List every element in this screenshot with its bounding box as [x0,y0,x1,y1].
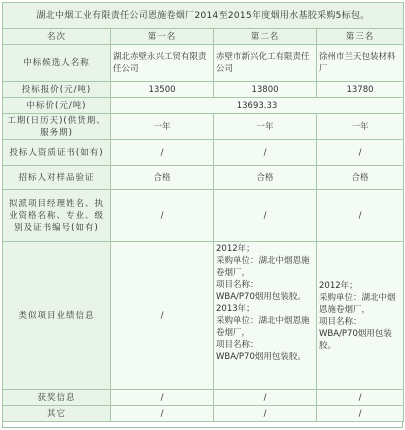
sample-row [3,166,404,190]
other-second: / [214,406,317,422]
manager-row [3,190,404,242]
similar-first: / [111,242,214,390]
duration-second: 一年 [214,114,317,140]
second-place-header: 第二名 [214,29,317,45]
duration-first: 一年 [111,114,214,140]
award-info-first: / [111,390,214,406]
third-place-header: 第三名 [317,29,404,45]
award-info-row [3,390,404,406]
qualification-first: / [111,140,214,166]
other-row [3,406,404,422]
similar-third: 2012年； 采购单位：湖北中烟恩施卷烟厂， 项目名称： WBA/P70烟用包装胶。 [317,242,404,390]
award-price-label: 中标价(元/吨) [3,98,111,114]
sample-third: 合格 [317,166,404,190]
header-row [3,29,404,45]
candidate-label: 中标候选人名称 [3,45,111,82]
first-place-header: 第一名 [111,29,214,45]
bid-price-third: 13780 [317,82,404,98]
similar-row [3,242,404,390]
candidate-row [3,45,404,82]
award-info-second: / [214,390,317,406]
candidate-second: 赤壁市新兴化工有限责任公司 [214,45,317,82]
other-third: / [317,406,404,422]
qualification-third: / [317,140,404,166]
bid-result-table [2,2,404,422]
sample-label: 招标人对样品验证 [3,166,111,190]
bid-price-first: 13500 [111,82,214,98]
manager-third: / [317,190,404,242]
sample-second: 合格 [214,166,317,190]
similar-label: 类似项目业绩信息 [3,242,111,390]
table-title: 湖北中烟工业有限责任公司恩施卷烟厂2014至2015年度烟用水基胶采购5标包。 [3,3,404,29]
duration-label: 工期(日历天)(供货期、服务期) [3,114,111,140]
award-price-row [3,98,404,114]
qualification-second: / [214,140,317,166]
manager-first: / [111,190,214,242]
bid-price-label: 投标报价(元/吨) [3,82,111,98]
sample-first: 合格 [111,166,214,190]
other-label: 其它 [3,406,111,422]
rank-header: 名次 [3,29,111,45]
duration-row [3,114,404,140]
award-price-value: 13693.33 [111,98,404,114]
bid-price-row [3,82,404,98]
candidate-first: 湖北赤壁永兴工贸有限责任公司 [111,45,214,82]
similar-second: 2012年； 采购单位：湖北中烟恩施卷烟厂， 项目名称： WBA/P70烟用包装胶。 2013年； 采购单位：湖北中烟恩施卷烟厂， 项目名称： WBA/P70烟用包装胶。 [214,242,317,390]
manager-label: 拟派项目经理姓名、执业资格名称、专业、级别及证书编号(如有) [3,190,111,242]
other-first: / [111,406,214,422]
award-info-third: / [317,390,404,406]
qualification-label: 投标人资质证书(如有) [3,140,111,166]
manager-second: / [214,190,317,242]
title-row [3,3,404,29]
qualification-row [3,140,404,166]
duration-third: 一年 [317,114,404,140]
candidate-third: 徐州市兰天包装材料厂 [317,45,404,82]
award-info-label: 获奖信息 [3,390,111,406]
bid-price-second: 13800 [214,82,317,98]
